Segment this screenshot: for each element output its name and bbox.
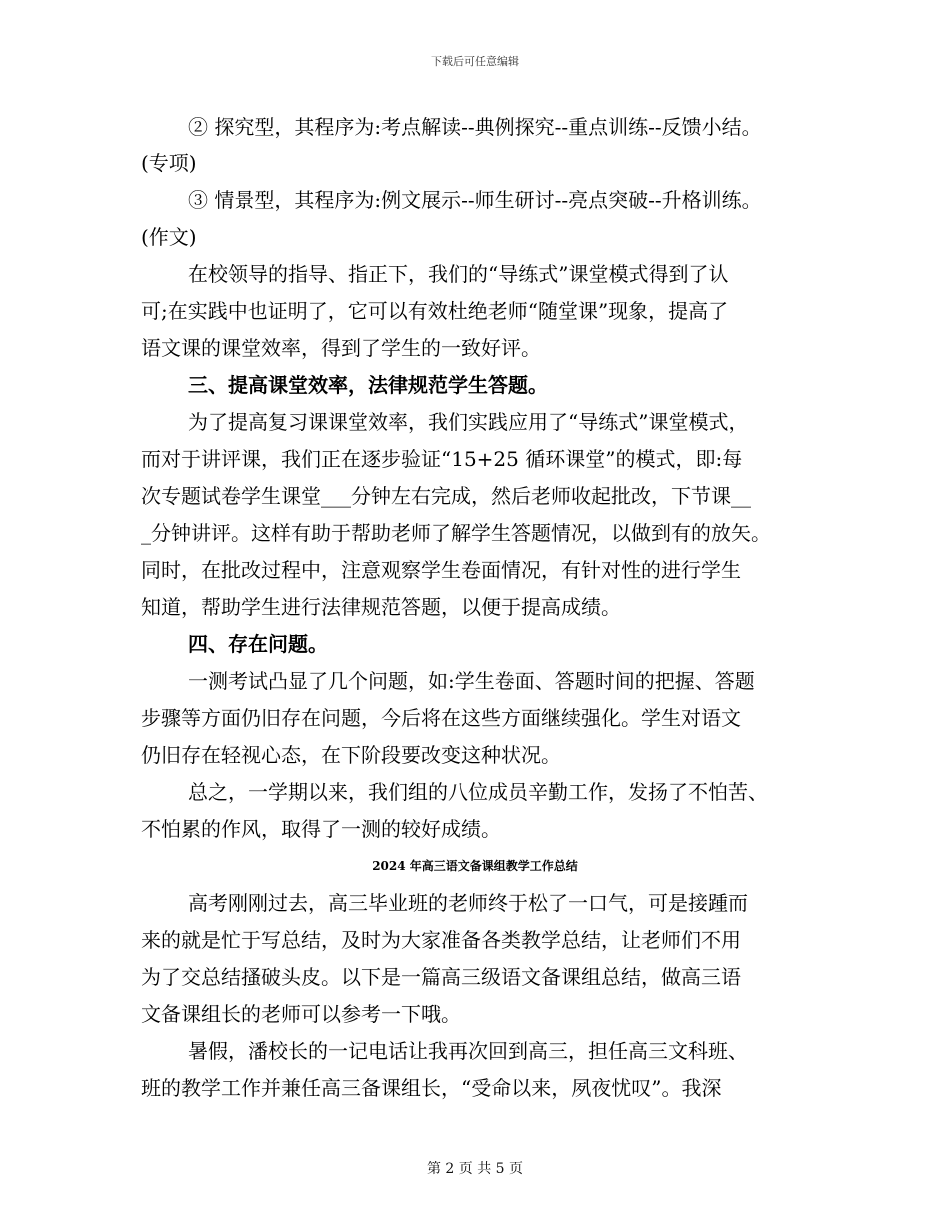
body-line: 可;在实践中也证明了，它可以有效杜绝老师“随堂课”现象，提高了 (141, 299, 729, 323)
body-line: 次专题试卷学生课堂___分钟左右完成，然后老师收起批改，下节课__ (141, 484, 751, 508)
body-line: 文备课组长的老师可以参考一下哦。 (141, 1002, 461, 1026)
body-line: 高考刚刚过去，高三毕业班的老师终于松了一口气，可是接踵而 (188, 891, 748, 915)
body-line: 一测考试凸显了几个问题，如:学生卷面、答题时间的把握、答题 (188, 669, 755, 693)
body-line: (专项) (141, 151, 197, 175)
body-line: 仍旧存在轻视心态，在下阶段要改变这种状况。 (141, 743, 561, 767)
page-footer: 第 2 页 共 5 页 (426, 1161, 524, 1177)
page-header: 下载后可任意编辑 (431, 55, 519, 68)
body-line: 总之，一学期以来，我们组的八位成员辛勤工作，发扬了不怕苦、 (188, 780, 768, 804)
document-title: 2024 年高三语文备课组教学工作总结 (372, 859, 578, 873)
body-line: 步骤等方面仍旧存在问题，今后将在这些方面继续强化。学生对语文 (141, 706, 741, 730)
body-line: ③ 情景型，其程序为:例文展示--师生研讨--亮点突破--升格训练。 (188, 188, 762, 212)
body-line: 来的就是忙于写总结，及时为大家准备各类教学总结，让老师们不用 (141, 928, 741, 952)
body-line: 为了提高复习课课堂效率，我们实践应用了“导练式”课堂模式， (188, 410, 749, 434)
section-heading: 四、存在问题。 (188, 632, 328, 656)
body-line: 语文课的课堂效率，得到了学生的一致好评。 (141, 336, 541, 360)
body-line: _分钟讲评。这样有助于帮助老师了解学生答题情况，以做到有的放矢。 (141, 521, 771, 545)
body-line: 暑假，潘校长的一记电话让我再次回到高三，担任高三文科班、 (188, 1039, 748, 1063)
body-line: 知道，帮助学生进行法律规范答题，以便于提高成绩。 (141, 595, 621, 619)
body-line: (作文) (141, 225, 197, 249)
section-heading: 三、提高课堂效率，法律规范学生答题。 (188, 373, 548, 397)
body-line: 为了交总结搔破头皮。以下是一篇高三级语文备课组总结，做高三语 (141, 965, 741, 989)
body-line: ② 探究型，其程序为:考点解读--典例探究--重点训练--反馈小结。 (188, 115, 762, 139)
body-line: 同时，在批改过程中，注意观察学生卷面情况，有针对性的进行学生 (141, 558, 741, 582)
body-line: 在校领导的指导、指正下，我们的“导练式”课堂模式得到了认 (188, 262, 729, 286)
body-line: 不怕累的作风，取得了一测的较好成绩。 (141, 817, 501, 841)
body-line: 班的教学工作并兼任高三备课组长，“受命以来，夙夜忧叹”。我深 (141, 1076, 722, 1100)
body-line: 而对于讲评课，我们正在逐步验证“15+25 循环课堂”的模式，即:每 (141, 447, 743, 471)
